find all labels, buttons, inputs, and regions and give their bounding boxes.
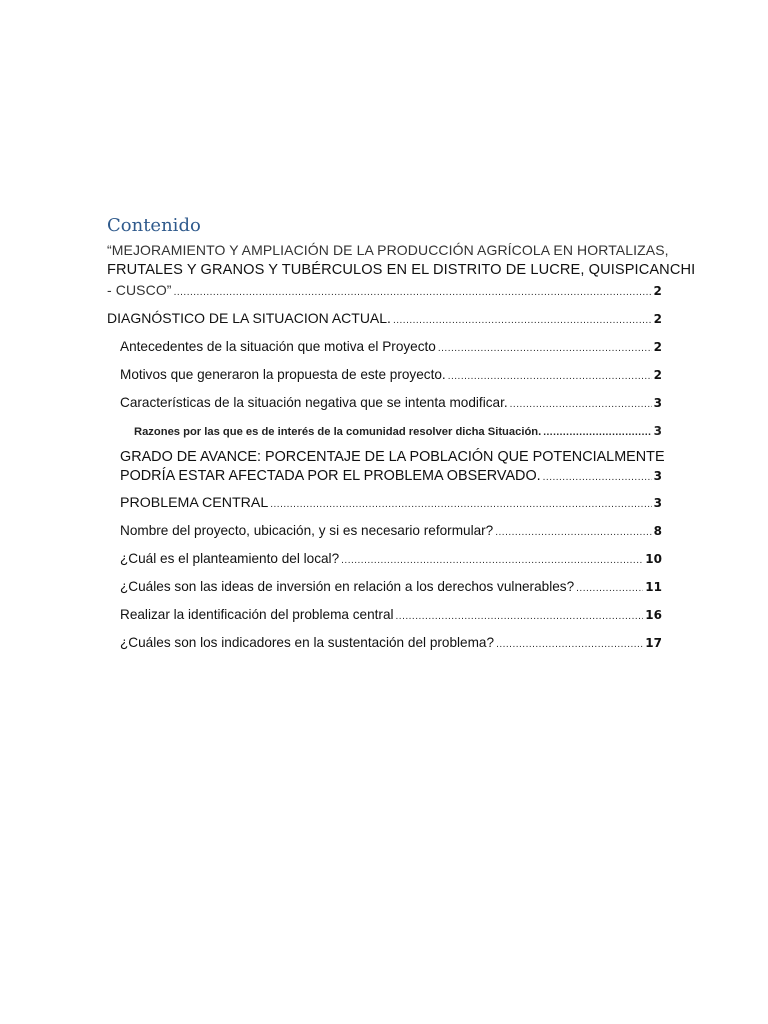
toc-page-number: 8	[653, 524, 662, 538]
toc-entry-antecedentes[interactable]	[107, 337, 662, 359]
toc-entry-planteamiento[interactable]	[107, 549, 662, 571]
toc-entry-title: Características de la situación negativa que se intenta modificar.	[120, 395, 508, 410]
dot-leader	[510, 395, 652, 415]
toc-entry-title: Realizar la identificación del problema central	[120, 607, 394, 622]
dot-leader	[341, 551, 643, 571]
toc-entry-motivos[interactable]	[107, 365, 662, 387]
dot-leader	[448, 367, 652, 387]
toc-entry-title: Antecedentes de la situación que motiva el Proyecto	[120, 339, 436, 354]
toc-entry-title: ¿Cuáles son las ideas de inversión en relación a los derechos vulnerables?	[120, 579, 575, 594]
toc-entry-diagnostico[interactable]	[107, 308, 662, 331]
toc-page-number: 2	[653, 340, 662, 354]
toc-entry-line: - CUSCO”	[107, 282, 172, 298]
toc-page-number: 10	[645, 552, 662, 566]
toc-page-number: 2	[653, 368, 662, 382]
toc-page-number: 11	[645, 580, 662, 594]
dot-leader	[393, 311, 652, 331]
toc-page-number: 2	[653, 284, 662, 298]
toc-entry-line: PODRÍA ESTAR AFECTADA POR EL PROBLEMA OBSERVADO.	[120, 468, 541, 484]
toc-entry-razones[interactable]	[107, 423, 662, 441]
toc-entry-ideas-inversion[interactable]	[107, 577, 662, 599]
toc-entry-line: “MEJORAMIENTO Y AMPLIACIÓN DE LA PRODUCCIÓN AGRÍCOLA EN HORTALIZAS,	[107, 242, 669, 258]
dot-leader	[174, 283, 652, 303]
toc-entry-title: ¿Cuál es el planteamiento del local?	[120, 551, 340, 566]
toc-page-number: 16	[645, 608, 662, 622]
toc-page-number: 2	[653, 312, 662, 326]
dot-leader	[496, 635, 643, 655]
toc-heading: Contenido	[107, 215, 201, 236]
toc-page-number: 17	[645, 636, 662, 650]
dot-leader	[495, 523, 651, 543]
dot-leader	[438, 339, 652, 359]
toc-entry-title: Nombre del proyecto, ubicación, y si es necesario reformular?	[120, 523, 494, 538]
toc-entry-title: PROBLEMA CENTRAL	[120, 495, 269, 511]
toc-entry-title: ¿Cuáles son los indicadores en la sustentación del problema?	[120, 635, 495, 650]
toc-entry-nombre-proyecto[interactable]	[107, 521, 662, 543]
toc-entry-title: DIAGNÓSTICO DE LA SITUACION ACTUAL.	[107, 310, 391, 326]
toc-entry-line: GRADO DE AVANCE: PORCENTAJE DE LA POBLACIÓN QUE POTENCIALMENTE	[120, 449, 665, 465]
dot-leader	[543, 425, 651, 441]
toc-page-number: 3	[653, 396, 662, 410]
toc-entry-project-title[interactable]	[107, 240, 696, 303]
toc-entry-indicadores[interactable]	[107, 633, 662, 655]
toc-entry-problema-central[interactable]	[107, 493, 662, 515]
dot-leader	[270, 495, 651, 515]
toc-entry-caracteristicas[interactable]	[107, 393, 662, 415]
toc-entry-line: FRUTALES Y GRANOS Y TUBÉRCULOS EN EL DISTRITO DE LUCRE, QUISPICANCHI	[107, 262, 696, 278]
dot-leader	[543, 468, 652, 487]
toc-page-number: 3	[653, 424, 662, 438]
toc-entry-grado-de-avance[interactable]	[107, 448, 665, 487]
table-of-contents	[107, 214, 696, 655]
toc-page-number: 3	[653, 469, 662, 483]
dot-leader	[576, 579, 643, 599]
toc-entry-identificacion[interactable]	[107, 605, 662, 627]
toc-entry-title: Motivos que generaron la propuesta de este proyecto.	[120, 367, 446, 382]
toc-entry-title: Razones por las que es de interés de la comunidad resolver dicha Situación.	[134, 426, 542, 438]
dot-leader	[396, 607, 644, 627]
toc-page-number: 3	[653, 496, 662, 510]
